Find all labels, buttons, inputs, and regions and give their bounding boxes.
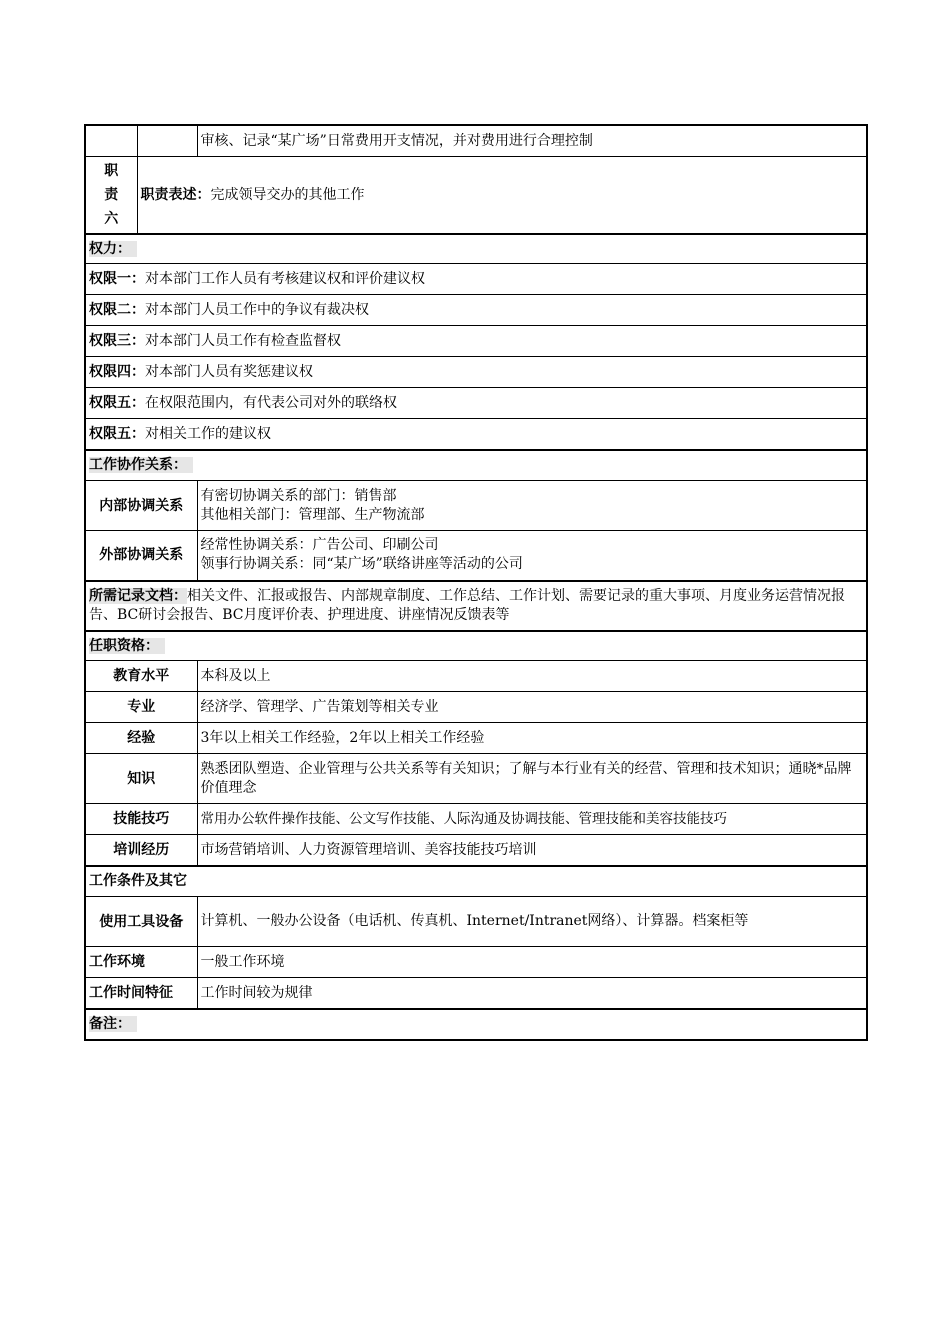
internal-coordination-label: 内部协调关系 [85, 481, 197, 531]
job-description-sheet [84, 124, 866, 1041]
power-row: 权限二：对本部门人员工作中的争议有裁决权 [85, 295, 867, 326]
internal-coordination-text: 有密切协调关系的部门：销售部 其他相关部门：管理部、生产物流部 [197, 481, 867, 531]
duty-six-statement-label: 职责表述： [140, 186, 211, 203]
qualification-row: 知识 熟悉团队塑造、企业管理与公共关系等有关知识；了解与本行业有关的经营、管理和技术知识；通晓*品牌价值理念 [85, 754, 867, 804]
duty-six-content [137, 156, 867, 234]
records-text: 相关文件、汇报或报告、内部规章制度、工作总结、工作计划、需要记录的重大事项、月度业务运营情况报告、BC研讨会报告、BC月度评价表、护理进度、讲座情况反馈表等 [89, 587, 845, 623]
duty-six-statement-text: 完成领导交办的其他工作 [210, 186, 365, 203]
cooperation-header-row [85, 450, 867, 481]
blank-cell [137, 125, 197, 156]
condition-row: 工作环境 一般工作环境 [85, 947, 867, 978]
duty-six-label: 职 责 六 [85, 156, 137, 234]
duty-text: 审核、记录“某广场”日常费用开支情况，并对费用进行合理控制 [197, 125, 867, 156]
cooperation-header: 工作协作关系： [85, 450, 867, 481]
job-description-table [84, 124, 868, 1041]
qualification-row: 培训经历 市场营销培训、人力资源管理培训、美容技能技巧培训 [85, 835, 867, 866]
qualification-row: 经验 3年以上相关工作经验，2年以上相关工作经验 [85, 723, 867, 754]
qualification-row: 技能技巧 常用办公软件操作技能、公文写作技能、人际沟通及协调技能、管理技能和美容技能技巧 [85, 804, 867, 835]
duty-six-row [85, 156, 867, 234]
notes-header: 备注： [85, 1009, 867, 1040]
power-row: 权限四：对本部门人员有奖惩建议权 [85, 357, 867, 388]
notes-row [85, 1009, 867, 1040]
duty-row-expense [85, 125, 867, 156]
power-row: 权限五：对相关工作的建议权 [85, 419, 867, 450]
condition-row: 工作时间特征 工作时间较为规律 [85, 978, 867, 1009]
conditions-header: 工作条件及其它 [85, 866, 867, 897]
internal-coordination-row [85, 481, 867, 531]
qualification-row: 专业 经济学、管理学、广告策划等相关专业 [85, 692, 867, 723]
external-coordination-row [85, 531, 867, 581]
records-label: 所需记录文档： [89, 587, 187, 604]
records-row [85, 581, 867, 631]
qualification-row: 教育水平 本科及以上 [85, 661, 867, 692]
blank-cell [85, 125, 137, 156]
condition-row: 使用工具设备 计算机、一般办公设备（电话机、传真机、Internet/Intranet网络）、计算器。档案柜等 [85, 897, 867, 947]
external-coordination-text: 经常性协调关系：广告公司、印刷公司 领事行协调关系：同“某广场”联络讲座等活动的公司 [197, 531, 867, 581]
conditions-header-row [85, 866, 867, 897]
records-cell [85, 581, 867, 631]
powers-header-row [85, 234, 867, 264]
powers-header: 权力： [85, 234, 867, 264]
power-row: 权限一：对本部门工作人员有考核建议权和评价建议权 [85, 264, 867, 295]
external-coordination-label: 外部协调关系 [85, 531, 197, 581]
power-row: 权限五：在权限范围内，有代表公司对外的联络权 [85, 388, 867, 419]
qualifications-header: 任职资格： [85, 631, 867, 661]
qualifications-header-row [85, 631, 867, 661]
power-row: 权限三：对本部门人员工作有检查监督权 [85, 326, 867, 357]
